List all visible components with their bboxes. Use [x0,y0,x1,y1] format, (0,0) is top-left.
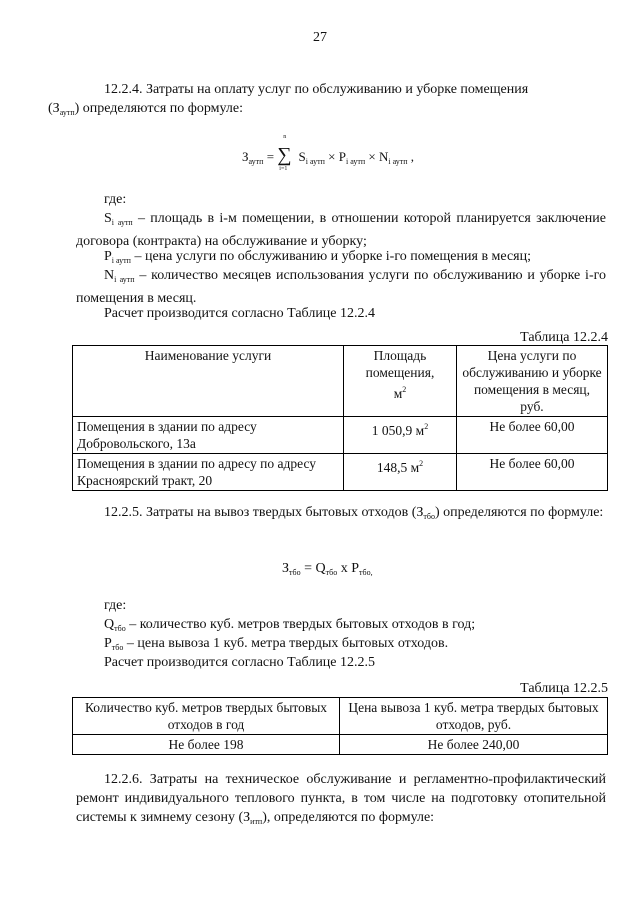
table-header-service: Наименование услуги [73,346,344,417]
formula-times: х [337,561,352,576]
formula-comma: , [410,149,415,164]
sum-upper-limit: n [283,134,287,140]
definition-n [76,266,606,308]
section-12-2-4-intro [48,80,606,122]
table-row [73,735,608,755]
formula-equals: = [300,561,316,576]
definition-n-symbol: N [104,268,115,283]
section-12-2-6-sub: итп [250,817,263,826]
formula-lhs-sub: тбо [289,568,301,577]
formula-times-1: × [328,149,336,164]
table-row [73,454,608,491]
table-header-area [344,346,457,417]
sum-sign: ∑ [277,144,292,166]
section-12-2-6-text: 12.2.6. Затраты на техническое обслуживание и регламентно-профилактический ремонт индивидуального теплового пункта, в том числе на подготовку отопительной системы к зимнему сезону (З [76,772,606,825]
definition-s [76,209,606,251]
formula-term-p-sub: i аутп [346,157,366,166]
table-row [73,417,608,454]
table-header-price: Цена вывоза 1 куб. метра твердых бытовых отходов, руб. [340,698,608,735]
definition-s-text: – площадь в i-м помещении, в отношении которой планируется заключение договора (контракта) на обслуживание и уборку; [76,211,606,249]
area-value: 1 050,9 м [371,423,425,438]
formula-lhs: З [242,149,249,164]
definition-p-text: – цена услуги по обслуживанию и уборке i-го помещения в месяц; [130,249,532,264]
calc-note-1: Расчет производится согласно Таблице 12.2.4 [104,306,376,321]
section-12-2-6-suffix: ), определяются по формуле: [262,810,435,825]
intro-suffix: ) определяются по формуле: [74,101,243,116]
intro-prefix: (З [48,101,60,116]
area-value: 148,5 м [376,460,420,475]
table-header-row [73,698,608,735]
definition-n-text: – количество месяцев использования услуги по обслуживанию и уборке i-го помещения в месяц. [76,268,606,306]
formula-term-s: S [298,149,306,164]
area-value-sup: 2 [424,422,429,431]
definition-p-sub: i аутп [111,256,131,265]
area-header-unit: м [393,386,403,401]
table-cell-name: Помещения в здании по адресу Добровольского, 13а [73,417,344,454]
table-12-2-5 [72,697,608,755]
formula-term-p-sub: тбо, [359,568,373,577]
formula-term-p: P [338,149,346,164]
formula-lhs-sub: аутп [248,157,264,166]
definition-n-sub: i аутп [114,275,135,284]
table-cell-price: Не более 240,00 [340,735,608,755]
definition-q-sub: тбо [114,624,126,633]
definition-p-waste-sub: тбо [111,643,124,652]
formula-term-p: Р [351,561,359,576]
intro-sub: аутп [59,108,75,117]
table-cell-area [344,417,457,454]
definition-p-symbol: P [104,249,112,264]
definition-p-waste-symbol: Р [104,636,112,651]
formula-lhs: З [282,561,290,576]
table-cell-volume: Не более 198 [73,735,340,755]
definition-q-symbol: Q [104,617,115,632]
table-caption-12-2-5: Таблица 12.2.5 [520,681,608,696]
table-header-volume: Количество куб. метров твердых бытовых отходов в год [73,698,340,735]
definition-p-waste-text: – цена вывоза 1 куб. метра твердых бытовых отходов. [123,636,449,651]
table-cell-name: Помещения в здании по адресу по адресу Красноярский тракт, 20 [73,454,344,491]
sum-lower-limit: i=1 [279,166,288,172]
intro-prefix: 12.2.5. Затраты на вывоз твердых бытовых отходов (З [104,505,424,520]
table-cell-area [344,454,457,491]
section-12-2-6-intro [76,770,606,831]
section-12-2-4-intro-text: 12.2.4. Затраты на оплату услуг по обслуживанию и уборке помещения [104,82,529,97]
formula-term-q: Q [315,561,326,576]
definition-q-text: – количество куб. метров твердых бытовых отходов в год; [125,617,476,632]
page-number: 27 [313,30,327,45]
formula-waste [282,561,373,577]
table-header-price: Цена услуги по обслуживанию и уборке помещения в месяц, руб. [457,346,608,417]
table-caption-12-2-4: Таблица 12.2.4 [520,330,608,345]
intro-sub: тбо [423,512,435,521]
formula-term-s-sub: i аутп [305,157,325,166]
section-12-2-5-intro [76,503,606,526]
area-header-text: Площадь помещения, [365,348,435,380]
table-12-2-4 [72,345,608,491]
table-header-row [73,346,608,417]
definition-s-sub: i аутп [111,218,133,227]
calc-note-2: Расчет производится согласно Таблице 12.2.5 [104,655,376,670]
formula-equals: = [266,149,275,164]
table-cell-price: Не более 60,00 [457,454,608,491]
where-label-2: где: [104,598,127,613]
formula-times-2: × [368,149,376,164]
intro-suffix: ) определяются по формуле: [434,505,604,520]
where-label-1: где: [104,192,127,207]
definition-s-symbol: S [104,211,112,226]
area-value-sup: 2 [419,459,424,468]
formula-term-q-sub: тбо [325,568,338,577]
formula-cleaning [242,134,415,172]
area-header-unit-sup: 2 [402,385,407,394]
formula-term-n: N [379,149,389,164]
formula-term-n-sub: i аутп [388,157,408,166]
table-cell-price: Не более 60,00 [457,417,608,454]
